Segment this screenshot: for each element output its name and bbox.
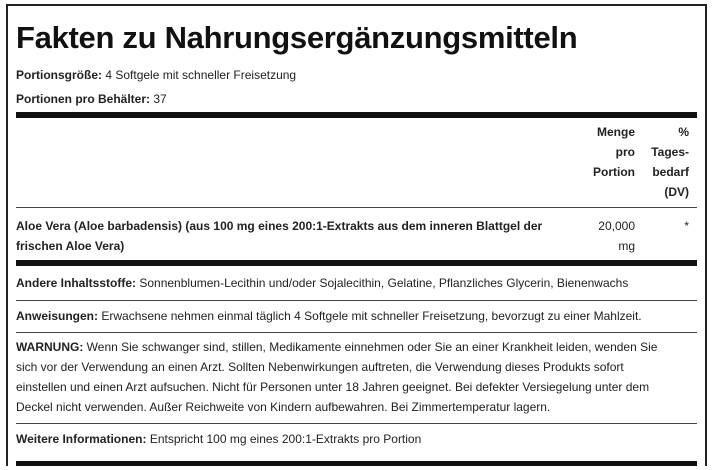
directions-text: Erwachsene nehmen einmal täglich 4 Softgele mit schneller Freisetzung, bevorzugt zu einer Mahlzeit. xyxy=(101,309,642,323)
ingredient-name xyxy=(16,216,571,256)
thick-divider-top xyxy=(16,112,697,118)
further-information xyxy=(16,429,700,449)
daily-value-header xyxy=(639,122,689,202)
divider xyxy=(16,300,697,301)
ingredient-amount xyxy=(575,216,635,256)
warning-text-line: Deckel nicht verwenden. Außer Reichweite von Kindern aufbewahren. Bei Zimmertemperatur lagern. xyxy=(16,400,551,414)
thick-divider-end xyxy=(16,461,697,466)
serving-size-line xyxy=(16,68,296,82)
dv-header-line: % xyxy=(678,125,689,139)
servings-per-container-label: Portionen pro Behälter: xyxy=(16,92,151,106)
ingredient-name-line: Aloe Vera (Aloe barbadensis) (aus 100 mg eines 200:1-Extrakts aus dem inneren Blattgel der xyxy=(16,219,543,233)
warning-text-line: sich vor der Verwendung an einen Arzt. Sollten Nebenwirkungen auftreten, die Verwendung dieses Produkts sofort xyxy=(16,360,624,374)
ingredient-name-line: frischen Aloe Vera) xyxy=(16,239,125,253)
ingredient-amount-value: 20,000 xyxy=(598,219,635,233)
other-ingredients xyxy=(16,273,700,293)
warning-label: WARNUNG: xyxy=(16,340,84,354)
directions-label: Anweisungen: xyxy=(16,309,99,323)
panel-title: Fakten zu Nahrungsergänzungsmitteln xyxy=(16,20,578,55)
ingredient-daily-value: * xyxy=(684,219,689,233)
header-divider xyxy=(16,207,697,208)
further-info-label: Weitere Informationen: xyxy=(16,432,147,446)
warning xyxy=(16,337,700,417)
servings-per-container-value: 37 xyxy=(153,92,167,106)
serving-size-label: Portionsgröße: xyxy=(16,68,102,82)
amount-header-line: Menge xyxy=(596,125,635,139)
other-ingredients-label: Andere Inhaltsstoffe: xyxy=(16,276,137,290)
amount-header-line: pro xyxy=(615,145,635,159)
directions xyxy=(16,306,700,326)
amount-per-serving-header xyxy=(565,122,635,182)
dv-header-line: Tages- xyxy=(651,145,689,159)
warning-text-line: Wenn Sie schwanger sind, stillen, Medikamente einnehmen oder Sie an einer Krankheit leiden, wenden Sie xyxy=(86,340,658,354)
thick-divider-bottom xyxy=(16,260,697,266)
further-info-text: Entspricht 100 mg eines 200:1-Extrakts pro Portion xyxy=(149,432,422,446)
warning-text-line: einstellen und einen Arzt aufsuchen. Nicht für Personen unter 18 Jahren geeignet. Bei defekter Versiegelung unter dem xyxy=(16,380,650,394)
serving-size-value: 4 Softgele mit schneller Freisetzung xyxy=(105,68,297,82)
divider xyxy=(16,332,697,333)
dv-header-line: (DV) xyxy=(664,185,689,199)
divider xyxy=(16,423,697,424)
dv-header-line: bedarf xyxy=(652,165,689,179)
supplement-facts-panel xyxy=(6,4,707,466)
ingredient-amount-unit: mg xyxy=(618,239,635,253)
other-ingredients-text: Sonnenblumen-Lecithin und/oder Sojalecithin, Gelatine, Pflanzliches Glycerin, Bienenwachs xyxy=(139,276,629,290)
servings-per-container-line xyxy=(16,92,167,106)
amount-header-line: Portion xyxy=(593,165,635,179)
